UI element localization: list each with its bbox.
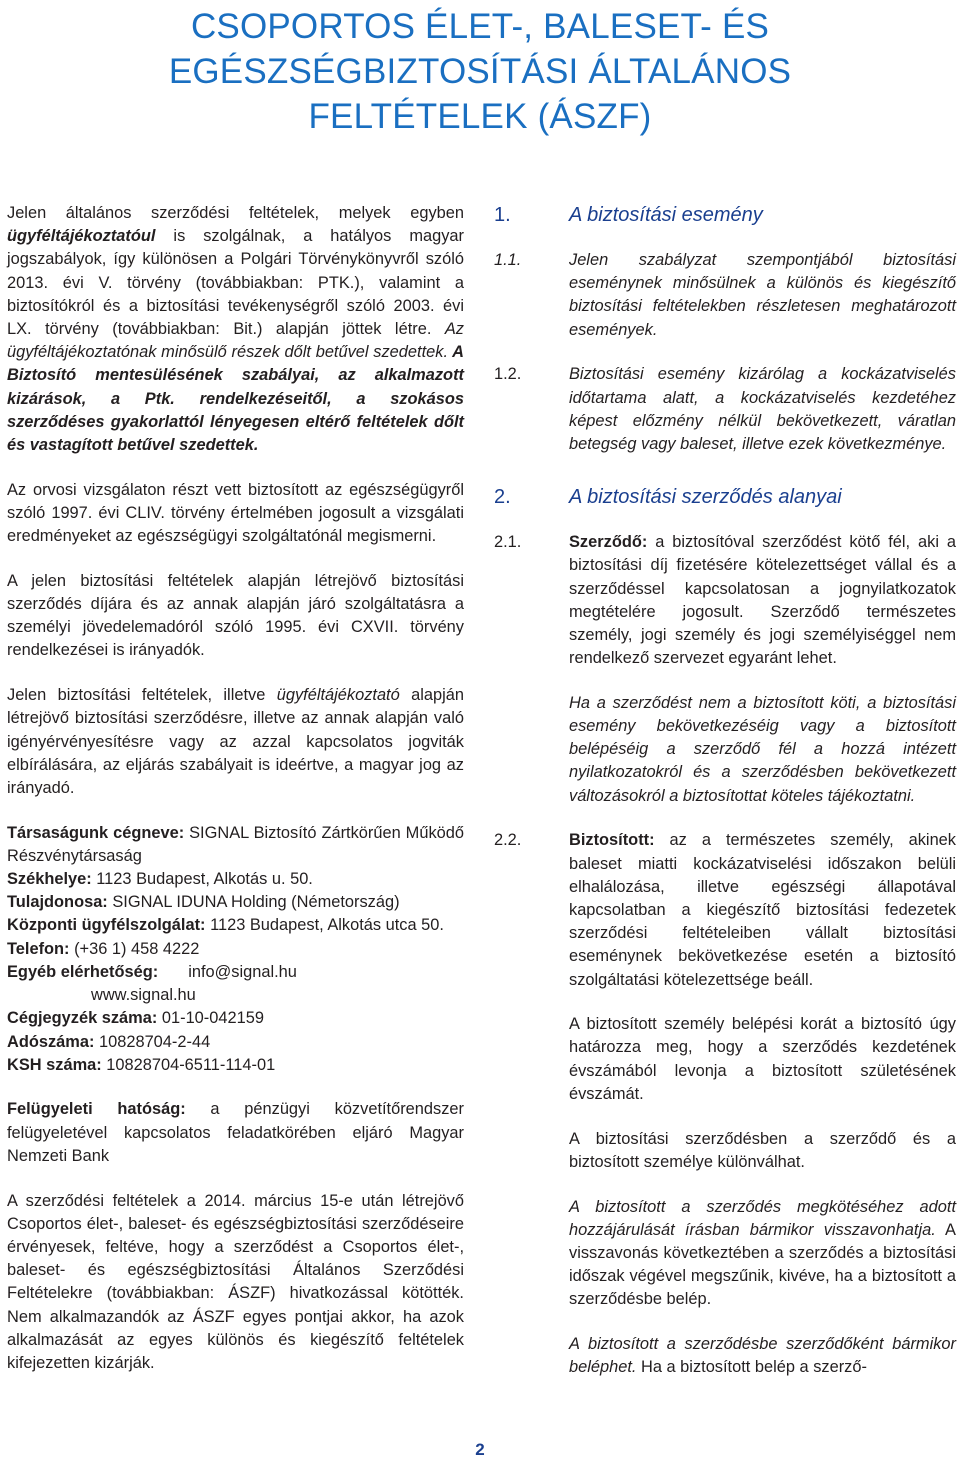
- company-customer-service: Központi ügyfélszolgálat: 1123 Budapest, Alkotás utca 50.: [7, 916, 444, 935]
- medical-exam-paragraph: Az orvosi vizsgálaton részt vett biztosított az egészségügyről szóló 1997. évi CLIV. törvény értelmében jogosult a vizsgálati eredményeket az egészségügyi szolgáltatónál megismerni.: [7, 480, 464, 546]
- section-2-2: 2.2. Biztosított: az a természetes személy, akinek baleset miatti kockázatviselési időszakon belüli elhalálozása, illetve egészségi állapotával kapcsolatban a kiegészítő biztosítási fedezetek szerződési feltételeiben vállalt biztosítási eseménynek bekövetkezése esetén a biztosító szolgáltatási kötelezettsége beáll. A biztosított személy belépési korát a biztosító úgy határozza meg, hogy a szerződés kezdetének évszámából levonja a biztosított születésének évszámát. A biztosítási szerződésben a szerződő és a biztosított személye különválhat. A biztosított a szerződés megkötéséhez adott hozzájárulását írásban bármikor visszavonhatja. A visszavonás következtében a szerződés a biztosítási időszak végével megszűnik, kivéve, ha a biztosított a szerződésbe belép. A biztosított a szerződésbe szerződőként bármikor beléphet. Ha a biztosított belép a szerző-: [494, 831, 956, 1377]
- company-info: [7, 822, 464, 1077]
- section-2-1: 2.1. Szerződő: a biztosítóval szerződést kötő fél, aki a biztosítási díj fizetésére kötelezettséget vállal és a szerződéssel kapcsolatosan a jognyilatkozatok megtételére jogosult. Szerződő természetes személy, jogi személy és jogi személyiséggel nem rendelkező szervezet egyaránt lehet. Ha a szerződést nem a biztosított köti, a biztosítási esemény bekövetkezéséig vagy a biztosított belépéséig a szerződő fél a hozzá intézett nyilatkozatokról és a szerződésben bekövetkezett változásokról a biztosítottat köteles tájékoztatni.: [494, 533, 956, 805]
- tax-paragraph: A jelen biztosítási feltételek alapján létrejövő biztosítási szerződés díjára és az annak alapján járó szolgáltatásra a személyi jövedelemadóról szóló 1995. évi CXVII. törvény rendelkezései is irányadók.: [7, 571, 464, 660]
- company-tax-number: Adószáma: 10828704-2-44: [7, 1032, 211, 1051]
- email-link[interactable]: info@signal.hu: [188, 962, 297, 981]
- title-line-1: CSOPORTOS ÉLET-, BALESET- ÉS: [190, 7, 770, 46]
- intro-paragraph: Jelen általános szerződési feltételek, melyek egyben ügyféltájékoztatóul is szolgálnak, a hatályos magyar jogszabályok, így különösen a Polgári Törvénykönyvről szóló 2013. évi V. törvény (továbbiakban: PTK.), valamint a biztosítókról és a biztosítási tevékenységről szóló 2003. évi LX. törvény (továbbiakban: Bit.) alapján jöttek létre. Az ügyféltájékoztatónak minősülő részek dőlt betűvel szedettek. A Biztosító mentesülésének szabályai, az alkalmazott kizárások, a Ptk. rendelkezéseitől, a szokásos szerződéses gyakorlattól lényegesen eltérő feltételek dőlt és vastagított betűvel szedettek.: [7, 204, 464, 455]
- emphasis-term: ügyféltájékoztatóul: [7, 227, 156, 246]
- section-1-2: 1.2. Biztosítási esemény kizárólag a kockázatviselés időtartama alatt, a kockázatviselés kezdetéhez képest előzmény nélkül bekövetkezett, váratlan betegség vagy baleset, illetve ezek következménye.: [494, 365, 956, 453]
- page-number: 2: [475, 1440, 485, 1459]
- company-other-contact: Egyéb elérhetőség: info@signal.hu: [7, 962, 297, 981]
- company-registry-number: Cégjegyzék száma: 01-10-042159: [7, 1009, 264, 1028]
- validity-paragraph: A szerződési feltételek a 2014. március 15-e után létrejövő Csoportos élet-, baleset- és egészségbiztosítási szerződéseire érvényesek, feltéve, hogy a szerződést a Csoportos élet-, baleset- és egészségbiztosítási Általános Szerződési Feltételekre (továbbiakban: ÁSZF) hivatkozással kötötték. Nem alkalmazandók az ÁSZF egyes pontjai akkor, ha azok alkalmazását az egyes különös és kiegészítő feltételek kifejezetten kizárják.: [7, 1191, 464, 1372]
- document-title: [0, 4, 960, 139]
- section-1-1: 1.1. Jelen szabályzat szempontjából biztosítási eseménynek minősülnek a különös és kiegészítő biztosítási feltételekben részletesen meghatározott események.: [494, 251, 956, 339]
- title-line-3: FELTÉTELEK (ÁSZF): [308, 97, 652, 136]
- website-link[interactable]: www.signal.hu: [91, 986, 196, 1005]
- left-column: [7, 202, 464, 1397]
- company-website: [7, 984, 464, 1007]
- jurisdiction-paragraph: Jelen biztosítási feltételek, illetve ügyféltájékoztató alapján létrejövő biztosítási szerződésre, illetve az annak alapján való igényérvényesítésre vagy az azzal kapcsolatos jogviták elbírálására, az eljárás szabályait is ideértve, a magyar jog az irányadó.: [7, 686, 464, 797]
- section-1-heading: 1. A biztosítási esemény: [494, 204, 763, 226]
- supervisor-paragraph: Felügyeleti hatóság: a pénzügyi közvetítőrendszer felügyeletével kapcsolatos feladatkörében eljáró Magyar Nemzeti Bank: [7, 1100, 464, 1165]
- title-line-2: EGÉSZSÉGBIZTOSÍTÁSI ÁLTALÁNOS: [168, 52, 792, 91]
- company-ksh-number: KSH száma: 10828704-6511-114-01: [7, 1055, 276, 1074]
- right-column: [494, 202, 956, 1401]
- company-phone: Telefon: (+36 1) 458 4222: [7, 939, 200, 958]
- company-name: Társaságunk cégneve: SIGNAL Biztosító Zártkörűen Működő Részvénytársaság: [7, 823, 464, 865]
- company-owner: Tulajdonosa: SIGNAL IDUNA Holding (Németország): [7, 893, 400, 912]
- section-2-heading: 2. A biztosítási szerződés alanyai: [494, 486, 842, 509]
- company-seat: Székhelye: 1123 Budapest, Alkotás u. 50.: [7, 870, 313, 889]
